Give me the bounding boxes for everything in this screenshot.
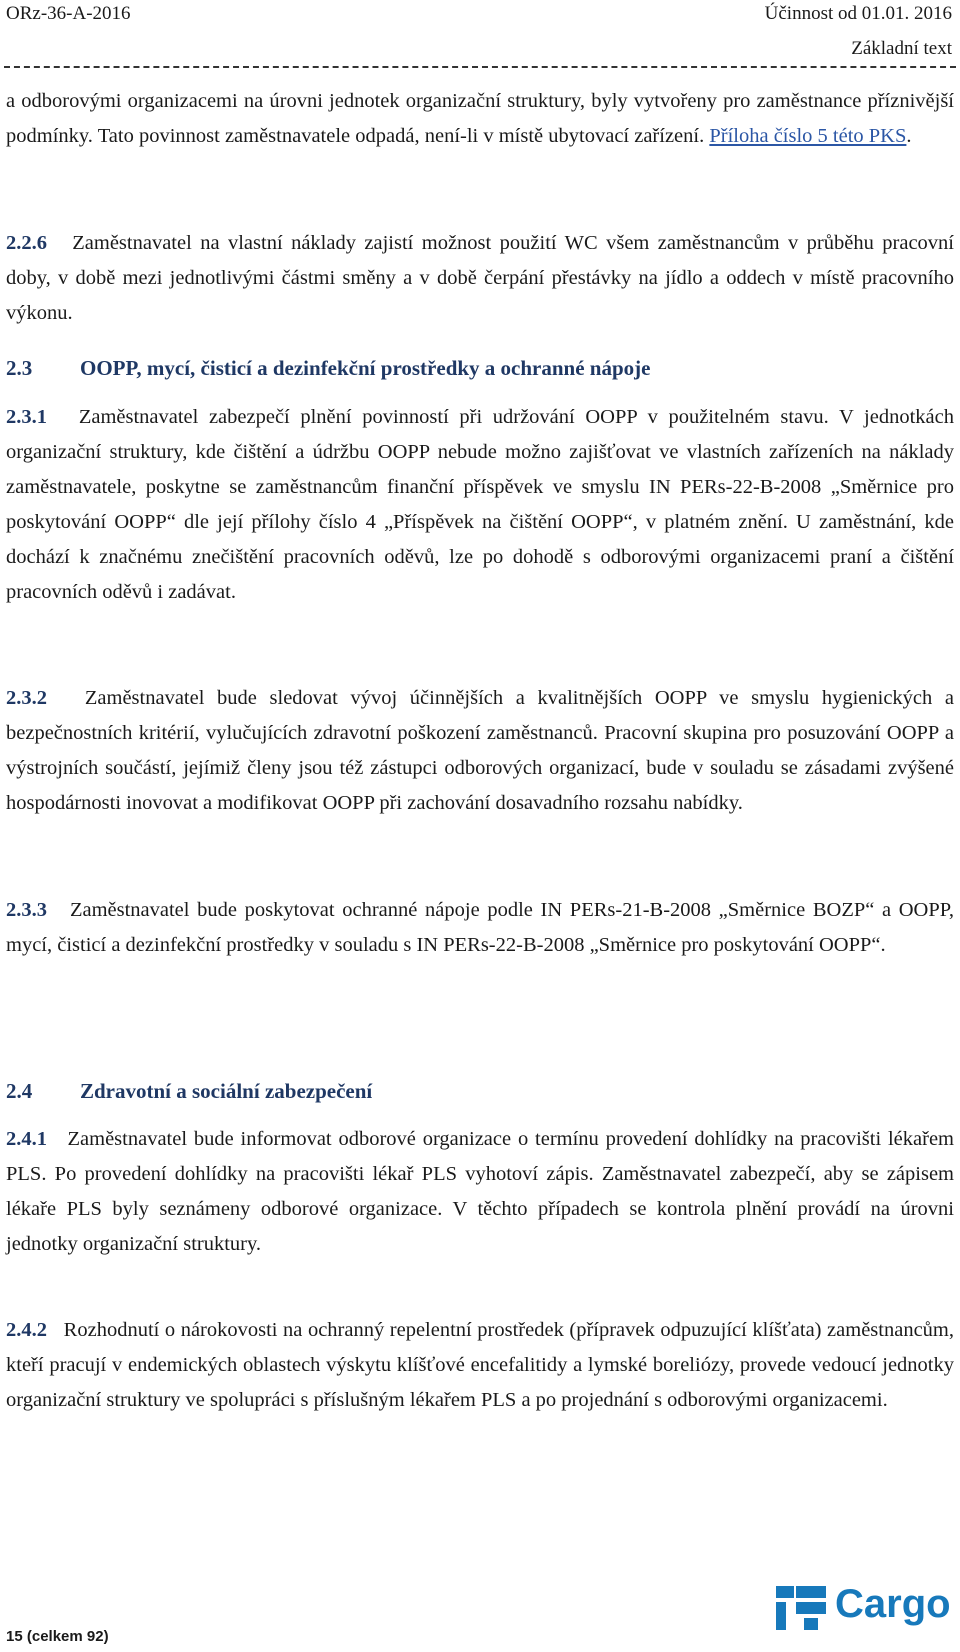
paragraph-2-4-2 [6, 1313, 954, 1418]
paragraph-text: Zaměstnavatel bude sledovat vývoj účinnějších a kvalitnějších OOPP ve smyslu hygienických a bezpečnostních kritérií, vylučujících zdravotní poškození zaměstnanců. Pracovní skupina pro posuzování OOPP a výstrojních součástí, jejímiž členy jsou též zástupci odborových organizací, bude v souladu se zásadami zvýšené hospodárnosti inovovat a modifikovat OOPP při zachování dosavadního rozsahu nabídky. [6, 687, 955, 814]
paragraph-number: 2.3.2 [6, 687, 47, 709]
heading-number: 2.3 [6, 356, 33, 380]
appendix-link[interactable]: Příloha číslo 5 této PKS [709, 125, 907, 147]
heading-title: OOPP, mycí, čisticí a dezinfekční prostředky a ochranné nápoje [80, 356, 651, 380]
paragraph-number: 2.4.1 [6, 1128, 47, 1150]
section-heading-2-4 [6, 1079, 372, 1104]
paragraph-text: Zaměstnavatel na vlastní náklady zajistí možnost použití WC všem zaměstnancům v průběhu pracovní doby, v době mezi jednotlivými částmi směny a v době čerpání přestávky na jídlo a oddech v místě pracovního výkonu. [6, 232, 954, 324]
logo-wordmark: Cargo [835, 1582, 951, 1626]
paragraph-2-4-1 [6, 1122, 954, 1262]
paragraph-number: 2.4.2 [6, 1319, 47, 1341]
paragraph-text: Zaměstnavatel zabezpečí plnění povinností při udržování OOPP v použitelném stavu. V jednotkách organizační struktury, kde čištění a údržbu OOPP nebude možno zajišťovat ve vlastních zařízeních na náklady zaměstnavatele, poskytne se zaměstnancům finanční příspěvek ve smyslu IN PERs-22-B-2008 „Směrnice pro poskytování OOPP“ dle její přílohy číslo 4 „Příspěvek na čištění OOPP“, v platném znění. U zaměstnání, kde dochází k značnému znečištění pracovních oděvů, lze po dohodě s odborovými organizacemi praní a čištění pracovních oděvů i zadávat. [6, 406, 954, 603]
page-number: 15 (celkem 92) [6, 1628, 109, 1645]
paragraph-number: 2.3.1 [6, 406, 47, 428]
paragraph-2-3-1 [6, 400, 954, 610]
paragraph-text: Rozhodnutí o nárokovosti na ochranný repelentní prostředek (přípravek odpuzující klíšťata) zaměstnancům, kteří pracují v endemických oblastech výskytu klíšťové encefalitidy a lymské boreliózy, provede vedoucí jednotky organizační struktury ve spolupráci s příslušným lékařem PLS a po projednání s odborovými organizacemi. [6, 1319, 954, 1411]
document-id: ORz-36-A-2016 [6, 3, 131, 24]
effective-date: Účinnost od 01.01. 2016 [764, 3, 952, 24]
header-divider [4, 66, 956, 72]
paragraph-number: 2.3.3 [6, 899, 47, 921]
section-heading-2-3 [6, 356, 650, 381]
heading-title: Zdravotní a sociální zabezpečení [80, 1079, 373, 1103]
paragraph-2-3-3 [6, 893, 954, 963]
paragraph-2-3-2 [6, 681, 954, 821]
paragraph-text: Zaměstnavatel bude poskytovat ochranné nápoje podle IN PERs-21-B-2008 „Směrnice BOZP“ a OOPP, mycí, čisticí a dezinfekční prostředky v souladu s IN PERs-22-B-2008 „Směrnice pro poskytování OOPP“. [6, 899, 955, 956]
heading-number: 2.4 [6, 1079, 33, 1103]
section-label: Základní text [851, 38, 952, 59]
paragraph-text: Zaměstnavatel bude informovat odborové organizace o termínu provedení dohlídky na pracovišti lékařem PLS. Po provedení dohlídky na pracovišti lékař PLS vyhotoví zápis. Zaměstnavatel zabezpečí, aby se zápisem lékaře PLS byly seznámeny odborové organizace. V těchto případech se kontrola plnění provádí na úrovni jednotky organizační struktury. [6, 1128, 954, 1255]
paragraph-2-2-6 [6, 226, 954, 331]
paragraph-continuation [6, 84, 954, 154]
paragraph-text: a odborovými organizacemi na úrovni jednotek organizační struktury, byly vytvořeny pro zaměstnance příznivější podmínky. Tato povinnost zaměstnavatele odpadá, není-li v místě ubytovací zařízení. [6, 90, 954, 147]
paragraph-number: 2.2.6 [6, 232, 47, 254]
paragraph-text-end: . [906, 125, 912, 147]
